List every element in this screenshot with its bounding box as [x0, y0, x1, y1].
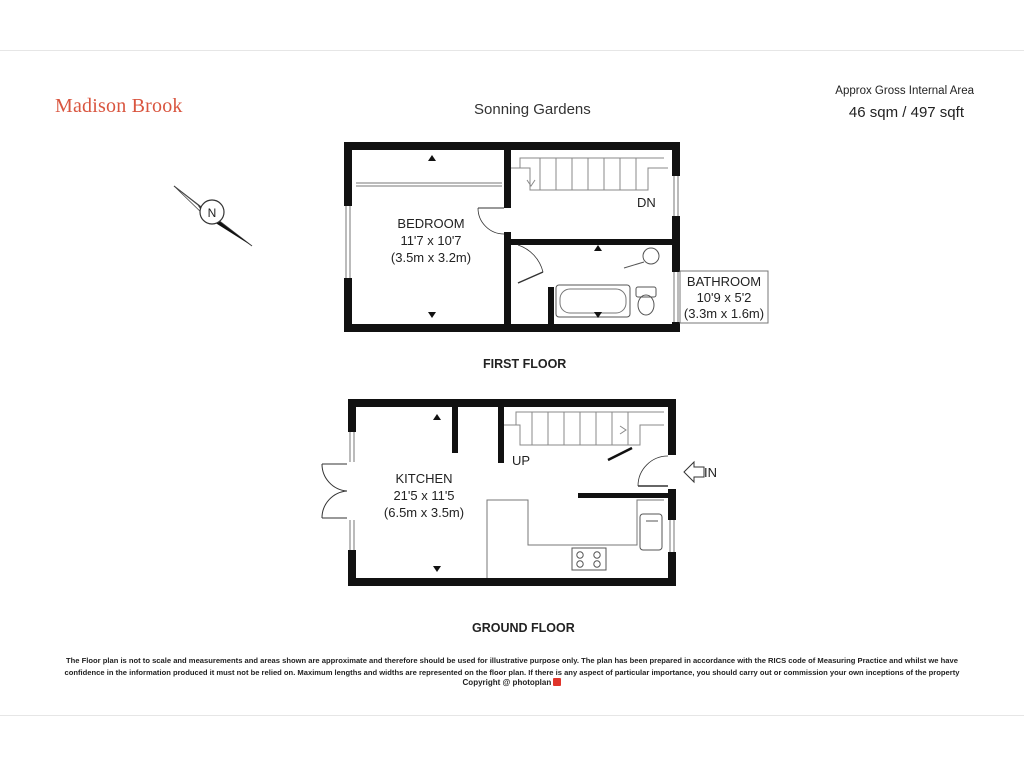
entrance-label: IN — [704, 465, 717, 480]
ground-floor-title: GROUND FLOOR — [472, 621, 575, 635]
copyright — [0, 678, 1024, 687]
kitchen-size-imperial: 21'5 x 11'5 — [393, 488, 455, 503]
area-value: 46 sqm / 497 sqft — [848, 104, 964, 121]
bathroom-size-metric: (3.3m x 1.6m) — [683, 306, 765, 321]
first-floor-title: FIRST FLOOR — [483, 357, 567, 371]
kitchen-name: KITCHEN — [395, 471, 453, 486]
ground-floor-plan — [322, 403, 717, 582]
bedroom-size-imperial: 11'7 x 10'7 — [400, 233, 462, 248]
photoplan-logo-icon — [553, 678, 561, 686]
bathroom-name: BATHROOM — [686, 274, 762, 289]
brand-logo: Madison Brook — [55, 95, 183, 117]
compass-north-letter: N — [207, 206, 217, 220]
bedroom-name: BEDROOM — [397, 216, 465, 231]
first-floor-plan — [343, 146, 768, 328]
disclaimer-line-1: The Floor plan is not to scale and measurements and areas shown are approximate and therefore should be used for illustrative purpose only. The plan has been prepared in accordance with the RICS code of Measuring Practice and whilst we have — [66, 656, 958, 665]
stairs-up-label: UP — [512, 453, 531, 468]
property-name: Sonning Gardens — [474, 101, 591, 118]
area-label: Approx Gross Internal Area — [835, 85, 974, 97]
compass-icon — [174, 186, 252, 246]
entrance-arrow-icon — [684, 462, 704, 482]
bathroom-size-imperial: 10'9 x 5'2 — [696, 290, 752, 305]
copyright-text: Copyright @ photoplan — [462, 678, 552, 687]
stairs-down-label: DN — [637, 195, 656, 210]
kitchen-size-metric: (6.5m x 3.5m) — [383, 505, 465, 520]
disclaimer-line-2: confidence in the information produced it must not be relied on. Maximum lengths and widths are represented on the floor plan. If there is any aspect of particular importance, you should carry out or commission your own inceptions of the property — [64, 668, 960, 677]
disclaimer — [50, 655, 974, 679]
bedroom-size-metric: (3.5m x 3.2m) — [390, 250, 472, 265]
